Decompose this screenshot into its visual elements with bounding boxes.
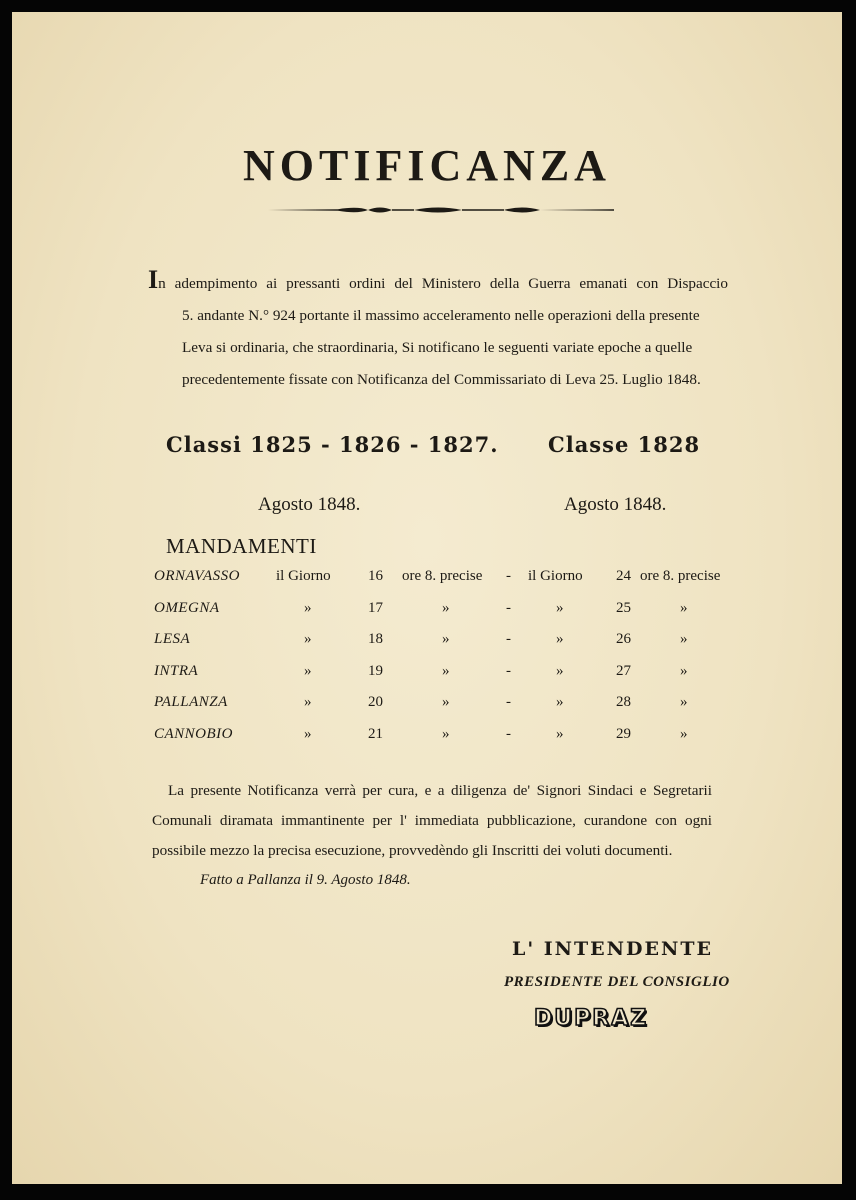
- separator-cell: -: [506, 694, 511, 711]
- classes-heading-right: Classe 1828: [548, 432, 701, 457]
- giorno-cell: »: [304, 694, 312, 711]
- time-left-cell: ore 8. precise: [402, 568, 483, 584]
- day-left-cell: 21: [368, 726, 383, 742]
- town-cell: ORNAVASSO: [154, 568, 240, 584]
- separator-cell: -: [506, 631, 511, 648]
- classes-heading-left: Classi 1825 - 1826 - 1827.: [166, 432, 499, 457]
- giorno-cell: »: [304, 726, 312, 742]
- day-left-cell: 16: [368, 568, 383, 584]
- day-right-cell: 24: [616, 568, 631, 584]
- time-right-cell: »: [680, 631, 688, 648]
- giorno-cell: »: [304, 662, 312, 679]
- intro-line-1: In adempimento ai pressanti ordini del Ministero della Guerra emanati con Dispaccio: [148, 265, 728, 294]
- time-left-cell: »: [442, 631, 450, 648]
- schedule-row: [12, 694, 842, 716]
- time-right-cell: »: [680, 694, 688, 711]
- time-left-cell: »: [442, 662, 450, 679]
- schedule-row: [12, 600, 842, 622]
- giorno-right-cell: »: [556, 726, 564, 742]
- document-title: NOTIFICANZA: [243, 141, 611, 190]
- closing-line-3: possibile mezzo la precisa esecuzione, provvedèndo gli Inscritti dei voluti documenti.: [152, 842, 673, 859]
- giorno-cell: »: [304, 631, 312, 648]
- schedule-row: [12, 726, 842, 748]
- separator-cell: -: [506, 726, 511, 742]
- giorno-right-cell: »: [556, 694, 564, 711]
- intro-paragraph: [148, 265, 728, 396]
- day-left-cell: 19: [368, 662, 383, 679]
- drop-cap: I: [148, 265, 159, 294]
- mandamenti-heading: MANDAMENTI: [166, 534, 317, 558]
- day-left-cell: 17: [368, 599, 383, 616]
- signatory-name: DUPRAZ: [534, 1006, 649, 1031]
- intro-line-4: precedentemente fissate con Notificanza del Commissariato di Leva 25. Luglio 1848.: [182, 371, 701, 388]
- date-place-line: Fatto a Pallanza il 9. Agosto 1848.: [200, 872, 411, 888]
- day-right-cell: 28: [616, 694, 631, 711]
- time-right-cell: »: [680, 726, 688, 742]
- day-right-cell: 26: [616, 631, 631, 648]
- signatory-role: PRESIDENTE DEL CONSIGLIO: [504, 974, 730, 990]
- closing-line-1: La presente Notificanza verrà per cura, e a diligenza de' Signori Sindaci e Segretarii: [168, 782, 712, 799]
- day-left-cell: 20: [368, 694, 383, 711]
- time-left-cell: »: [442, 694, 450, 711]
- time-right-cell: »: [680, 599, 688, 616]
- separator-cell: -: [506, 662, 511, 679]
- day-right-cell: 29: [616, 726, 631, 742]
- giorno-right-cell: il Giorno: [528, 568, 583, 584]
- day-right-cell: 25: [616, 599, 631, 616]
- closing-paragraph: [152, 776, 712, 866]
- giorno-right-cell: »: [556, 599, 564, 616]
- intro-line-3: Leva si ordinaria, che straordinaria, Si notificano le seguenti variate epoche a quelle: [182, 339, 693, 356]
- time-left-cell: »: [442, 726, 450, 742]
- time-right-cell: ore 8. precise: [640, 568, 721, 584]
- town-cell: CANNOBIO: [154, 726, 233, 742]
- time-left-cell: »: [442, 599, 450, 616]
- separator-cell: -: [506, 568, 511, 584]
- schedule-row: [12, 663, 842, 685]
- schedule-row: [12, 631, 842, 653]
- signatory-title: L' INTENDENTE: [512, 938, 713, 960]
- town-cell: PALLANZA: [154, 694, 228, 711]
- giorno-right-cell: »: [556, 662, 564, 679]
- closing-line-2: Comunali diramata immantinente per l' immediata pubblicazione, curandone con ogni: [152, 812, 712, 829]
- separator-cell: -: [506, 599, 511, 616]
- day-left-cell: 18: [368, 631, 383, 648]
- town-cell: LESA: [154, 631, 191, 648]
- giorno-cell: il Giorno: [276, 568, 331, 584]
- intro-line-2: 5. andante N.° 924 portante il massimo acceleramento nelle operazioni della presente: [182, 307, 700, 324]
- document-page: [12, 12, 842, 1184]
- day-right-cell: 27: [616, 662, 631, 679]
- giorno-cell: »: [304, 599, 312, 616]
- schedule-row: [12, 568, 842, 590]
- time-right-cell: »: [680, 662, 688, 679]
- giorno-right-cell: »: [556, 631, 564, 648]
- month-right: Agosto 1848.: [564, 494, 667, 515]
- town-cell: OMEGNA: [154, 599, 220, 616]
- town-cell: INTRA: [154, 662, 199, 679]
- decorative-rule: [268, 204, 614, 216]
- month-left: Agosto 1848.: [258, 494, 361, 515]
